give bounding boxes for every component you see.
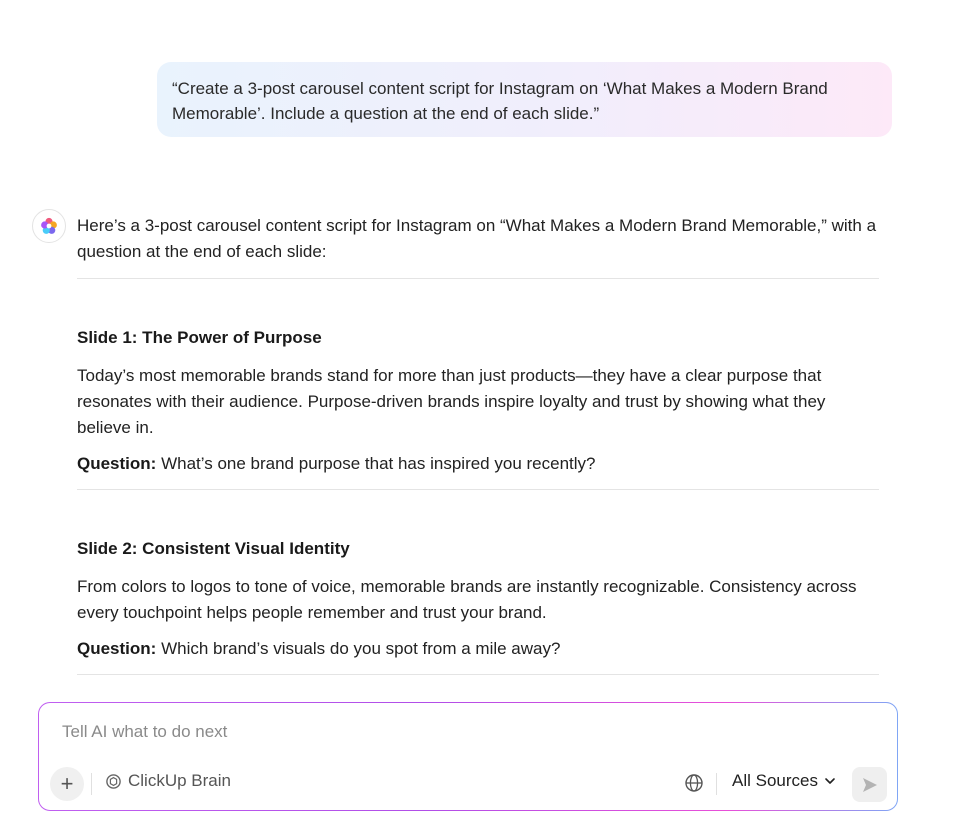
user-message-text: “Create a 3-post carousel content script for Instagram on ‘What Makes a Modern Brand Memorable’. Include a question at the end of each slide.” <box>172 79 828 123</box>
brain-label: ClickUp Brain <box>128 771 231 790</box>
slide-title: Slide 2: Consistent Visual Identity <box>77 539 350 558</box>
ai-avatar <box>32 209 66 243</box>
sources-label: All Sources <box>732 771 818 790</box>
sources-dropdown[interactable] <box>732 771 836 791</box>
slide-title: Slide 1: The Power of Purpose <box>77 328 322 347</box>
question-label: Question: <box>77 454 157 473</box>
plus-icon: + <box>60 771 74 796</box>
question-text: What’s one brand purpose that has inspired you recently? <box>161 454 596 473</box>
assistant-response <box>77 213 879 675</box>
slide-body: From colors to logos to tone of voice, memorable brands are instantly recognizable. Consistency across every touchpoint helps people remember and trust your brand. <box>77 577 857 622</box>
globe-icon <box>684 773 704 793</box>
composer-inner <box>39 703 897 810</box>
chevron-down-icon <box>824 775 836 787</box>
divider <box>77 674 879 675</box>
chat-composer <box>38 702 898 811</box>
web-search-button[interactable] <box>684 773 706 795</box>
question-label: Question: <box>77 639 157 658</box>
clickup-brain-button[interactable] <box>105 771 231 791</box>
send-icon <box>860 775 880 795</box>
slide-section <box>77 537 879 662</box>
response-intro: Here’s a 3-post carousel content script for Instagram on “What Makes a Modern Brand Memorable,” with a question at the end of each slide: <box>77 216 877 261</box>
user-message-bubble <box>157 62 892 137</box>
prompt-input[interactable]: Tell AI what to do next <box>62 722 228 741</box>
toolbar-separator <box>716 773 717 795</box>
brain-icon <box>105 773 122 790</box>
slide-section <box>77 326 879 477</box>
add-button[interactable] <box>50 767 84 801</box>
question-text: Which brand’s visuals do you spot from a mile away? <box>161 639 561 658</box>
toolbar-separator <box>91 773 92 795</box>
divider <box>77 489 879 490</box>
slide-body: Today’s most memorable brands stand for more than just products—they have a clear purpose that resonates with their audience. Purpose-driven brands inspire loyalty and trust by showing what they believe in. <box>77 366 826 437</box>
clickup-brain-logo-icon <box>39 216 59 236</box>
slide-question <box>77 636 879 662</box>
send-button[interactable] <box>852 767 887 802</box>
divider <box>77 278 879 279</box>
slide-question <box>77 451 879 477</box>
